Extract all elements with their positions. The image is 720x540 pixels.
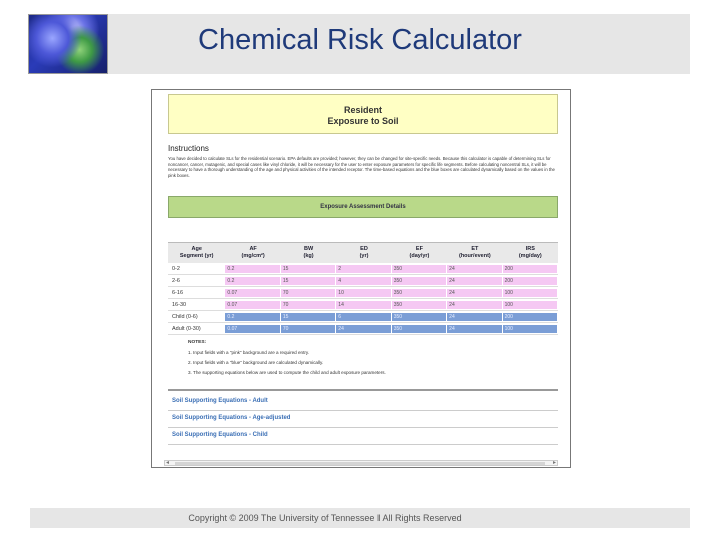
column-header-name: ET xyxy=(471,246,479,252)
table-header xyxy=(168,242,558,263)
input-cell[interactable]: 24 xyxy=(447,301,501,309)
divider xyxy=(168,389,558,391)
row-label: Child (0-6) xyxy=(172,313,198,320)
calculated-cell: 100 xyxy=(503,325,557,333)
calculated-cell: 350 xyxy=(392,325,446,333)
table-body xyxy=(168,263,558,335)
instructions-title: Instructions xyxy=(168,144,209,153)
calculated-cell: 0.2 xyxy=(225,313,279,321)
link-divider xyxy=(168,427,558,428)
footer-copyright: Copyright © 2009 The University of Tennessee ‖ All Rights Reserved xyxy=(188,513,462,523)
link-equations-age-adjusted[interactable]: Soil Supporting Equations - Age-adjusted xyxy=(172,415,291,421)
input-cell[interactable]: 0.07 xyxy=(225,301,279,309)
calculated-cell: 6 xyxy=(336,313,390,321)
notes-title: NOTES: xyxy=(188,340,207,345)
calculated-cell: 15 xyxy=(281,313,335,321)
input-cell[interactable]: 4 xyxy=(336,277,390,285)
table-row xyxy=(168,263,558,275)
column-header xyxy=(225,243,280,263)
column-header-name: EF xyxy=(415,246,423,252)
note-item: 2. Input fields with a "blue" background are calculated dynamically. xyxy=(188,360,324,365)
column-header-unit: (day/yr) xyxy=(409,253,430,259)
scroll-left-icon[interactable]: ◂ xyxy=(166,460,170,466)
column-header-name: ED xyxy=(360,246,368,252)
table-row xyxy=(168,311,558,323)
input-cell[interactable]: 70 xyxy=(281,301,335,309)
input-cell[interactable]: 100 xyxy=(503,301,557,309)
scenario-header-line2: Exposure to Soil xyxy=(327,116,399,126)
column-header xyxy=(336,243,391,263)
note-item: 1. Input fields with a "pink" background are a required entry. xyxy=(188,350,310,355)
table-row xyxy=(168,275,558,287)
input-cell[interactable]: 350 xyxy=(392,301,446,309)
input-cell[interactable]: 24 xyxy=(447,289,501,297)
calculated-cell: 24 xyxy=(447,325,501,333)
input-cell[interactable]: 24 xyxy=(447,277,501,285)
input-cell[interactable]: 70 xyxy=(281,289,335,297)
notes-section xyxy=(188,338,548,378)
scroll-right-icon[interactable]: ▸ xyxy=(552,460,556,466)
row-label: 6-16 xyxy=(172,289,184,296)
calculated-cell: 200 xyxy=(503,313,557,321)
link-divider xyxy=(168,444,558,445)
note-item: 3. The supporting equations below are used to compute the child and adult exposure parameters. xyxy=(188,370,386,375)
input-cell[interactable]: 0.07 xyxy=(225,289,279,297)
calculated-cell: 24 xyxy=(447,313,501,321)
column-header xyxy=(168,243,225,263)
table-row xyxy=(168,299,558,311)
input-cell[interactable]: 24 xyxy=(447,265,501,273)
notes-list xyxy=(188,348,548,378)
row-label: 2-6 xyxy=(172,277,180,284)
column-header xyxy=(281,243,336,263)
exposure-assessment-bar: Exposure Assessment Details xyxy=(168,196,558,218)
column-header-unit: (yr) xyxy=(359,253,369,259)
calculated-cell: 0.07 xyxy=(225,325,279,333)
column-header xyxy=(447,243,502,263)
calculated-cell: 70 xyxy=(281,325,335,333)
input-cell[interactable]: 200 xyxy=(503,277,557,285)
input-cell[interactable]: 10 xyxy=(336,289,390,297)
scenario-header xyxy=(168,94,558,134)
column-header-name: Age xyxy=(191,246,202,252)
row-label: 16-30 xyxy=(172,301,187,308)
column-header-name: BW xyxy=(303,246,314,252)
link-equations-adult[interactable]: Soil Supporting Equations - Adult xyxy=(172,398,268,404)
input-cell[interactable]: 350 xyxy=(392,289,446,297)
input-cell[interactable]: 200 xyxy=(503,265,557,273)
scenario-header-line1: Resident xyxy=(343,105,382,115)
column-header-name: IRS xyxy=(525,246,535,252)
column-header-unit: (mg/cm²) xyxy=(241,253,265,259)
column-header-unit: Segment (yr) xyxy=(179,253,214,259)
input-cell[interactable]: 14 xyxy=(336,301,390,309)
input-cell[interactable]: 0.2 xyxy=(225,265,279,273)
input-cell[interactable]: 2 xyxy=(336,265,390,273)
input-cell[interactable]: 350 xyxy=(392,265,446,273)
column-header-name: AF xyxy=(249,246,257,252)
exposure-table xyxy=(168,242,558,335)
link-equations-child[interactable]: Soil Supporting Equations - Child xyxy=(172,432,268,438)
horizontal-scrollbar[interactable] xyxy=(164,460,558,466)
link-divider xyxy=(168,410,558,411)
column-header xyxy=(392,243,447,263)
logo-image xyxy=(28,14,108,74)
table-row xyxy=(168,323,558,335)
calculator-screenshot xyxy=(151,89,571,468)
calculated-cell: 350 xyxy=(392,313,446,321)
row-label: Adult (0-30) xyxy=(172,325,201,332)
input-cell[interactable]: 15 xyxy=(281,265,335,273)
calculated-cell: 24 xyxy=(336,325,390,333)
input-cell[interactable]: 0.2 xyxy=(225,277,279,285)
row-label: 0-2 xyxy=(172,265,180,272)
slide-title: Chemical Risk Calculator xyxy=(198,24,522,56)
column-header xyxy=(503,243,558,263)
instructions-text: You have decided to calculate SLs for the residential scenario. EPA defaults are provided; however, they can be changed for site-specific needs. Because this calculator is capable of determining SLs for noncancer, cancer, mutagenic, and special cases like vinyl chloride, it will be necessary for the user to enter exposure parameters for specific life segments. Before calculating noncentral SLs, it will be necessary to have a thorough understanding of the age and physical activities of the intended receptor. The time-based equations and the blue boxes are calculated dynamically based on the values in the pink boxes. xyxy=(168,156,555,178)
column-header-unit: (mg/day) xyxy=(518,253,542,259)
scrollbar-thumb[interactable] xyxy=(175,462,545,465)
column-header-unit: (kg) xyxy=(303,253,314,259)
table-row xyxy=(168,287,558,299)
column-header-unit: (hour/event) xyxy=(458,253,491,259)
input-cell[interactable]: 15 xyxy=(281,277,335,285)
input-cell[interactable]: 100 xyxy=(503,289,557,297)
input-cell[interactable]: 350 xyxy=(392,277,446,285)
